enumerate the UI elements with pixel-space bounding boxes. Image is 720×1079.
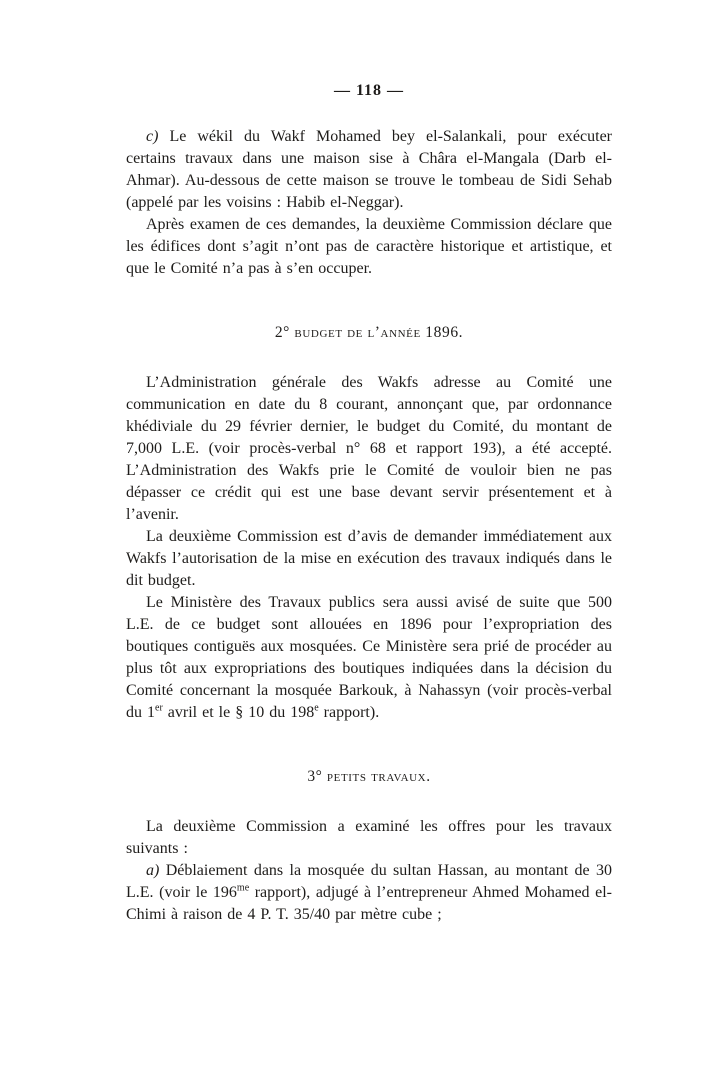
section-heading-petits-travaux: 3° petits travaux. xyxy=(307,768,431,785)
page-number: — 118 — xyxy=(333,82,405,99)
paragraph-item-a xyxy=(126,860,612,926)
paragraph-budget-ministere-part2: avril et le § 10 du 198 xyxy=(162,704,315,721)
paragraph-budget-administration: L’Administration générale des Wakfs adresse au Comité une communication en date du 8 courant, annonçant que, par ordonnance khédiviale du 29 février dernier, le budget du Comité, du montant de 7,000 L.E. (voir procès-verbal n° 68 et rapport 193), a été accepté. L’Administration des Wakfs prie le Comité de vouloir bien ne pas dépasser ce crédit qui est une base devant servir présentement et à l’avenir. xyxy=(126,374,612,523)
paragraph-budget-ministere-part1: Le Ministère des Travaux publics sera aussi avisé de suite que 500 L.E. de ce budget sont allouées en 1896 pour l’expropriation des boutiques contiguës aux mosquées. Ce Ministère sera prié de procéder au plus tôt aux expropriations des boutiques indiquées dans la décision du Comité concernant la mosquée Barkouk, à Nahassyn (voir procès-verbal du 1 xyxy=(126,594,612,721)
superscript-e: e xyxy=(314,702,319,714)
paragraph-item-a-part2: rapport), adjugé à l’entrepreneur Ahmed Mohamed el-Chimi à raison de 4 P. T. 35/40 par mètre cube ; xyxy=(126,884,613,923)
section-heading-budget: 2° budget de l’année 1896. xyxy=(274,324,464,341)
paragraph-apres-examen: Après examen de ces demandes, la deuxième Commission déclare que les édifices dont s’agit n’ont pas de caractère historique et artistique, et que le Comité n’a pas à s’en occuper. xyxy=(126,216,612,277)
paragraph-budget-ministere-part3: rapport). xyxy=(318,704,380,721)
text-block xyxy=(126,82,612,926)
paragraph-budget-ministere xyxy=(126,592,612,724)
paragraph-item-c-text: Le wékil du Wakf Mohamed bey el-Salankali, pour exécuter certains travaux dans une maison sise à Châra el-Mangala (Darb el-Ahmar). Au-dessous de cette maison se trouve le tombeau de Sidi Sehab (appelé par les voisins : Habib el-Neggar). xyxy=(126,128,612,211)
list-marker-a: a) xyxy=(146,862,160,879)
paragraph-item-a-part1: Déblaiement dans la mosquée du sultan Hassan, au montant de 30 L.E. (voir le 196 xyxy=(126,862,612,901)
list-marker-c: c) xyxy=(146,128,159,145)
superscript-er: er xyxy=(155,702,163,714)
paragraph-budget-commission: La deuxième Commission est d’avis de demander immédiatement aux Wakfs l’autorisation de la mise en exécution des travaux indiqués dans le dit budget. xyxy=(126,528,612,589)
paragraph-item-c xyxy=(126,126,612,214)
paragraph-travaux-intro: La deuxième Commission a examiné les offres pour les travaux suivants : xyxy=(126,818,612,857)
superscript-me: me xyxy=(236,882,250,894)
